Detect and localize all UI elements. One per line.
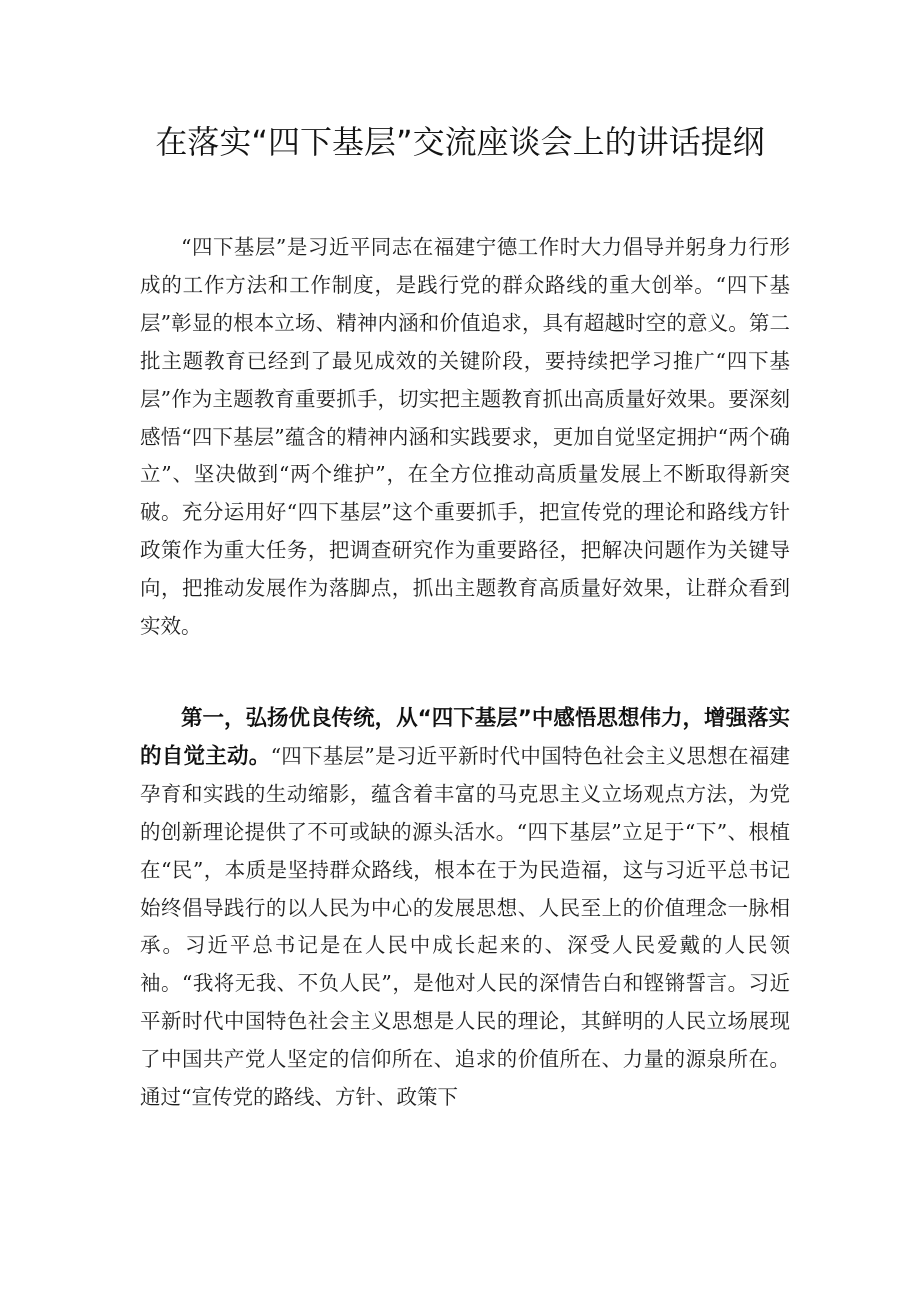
paragraph-first-point	[140, 700, 790, 1117]
paragraph-first-point-text: “四下基层”是习近平新时代中国特色社会主义思想在福建孕育和实践的生动缩影，蕴含着丰富的马克思主义立场观点方法，为党的创新理论提供了不可或缺的源头活水。“四下基层”立足于“下”、根植在“民”，本质是坚持群众路线，根本在于为民造福，这与习近平总书记始终倡导践行的以人民为中心的发展思想、人民至上的价值理念一脉相承。习近平总书记是在人民中成长起来的、深受人民爱戴的人民领袖。“我将无我、不负人民”，是他对人民的深情告白和铿锵誓言。习近平新时代中国特色社会主义思想是人民的理论，其鲜明的人民立场展现了中国共产党人坚定的信仰所在、追求的价值所在、力量的源泉所在。通过“宣传党的路线、方针、政策下	[140, 743, 790, 1110]
paragraph-intro-text: “四下基层”是习近平同志在福建宁德工作时大力倡导并躬身力行形成的工作方法和工作制度，是践行党的群众路线的重大创举。“四下基层”彰显的根本立场、精神内涵和价值追求，具有超越时空的意义。第二批主题教育已经到了最见成效的关键阶段，要持续把学习推广“四下基层”作为主题教育重要抓手，切实把主题教育抓出高质量好效果。要深刻感悟“四下基层”蕴含的精神内涵和实践要求，更加自觉坚定拥护“两个确立”、坚决做到“两个维护”，在全方位推动高质量发展上不断取得新突破。充分运用好“四下基层”这个重要抓手，把宣传党的理论和路线方针政策作为重大任务，把调查研究作为重要路径，把解决问题作为关键导向，把推动发展作为落脚点，抓出主题教育高质量好效果，让群众看到实效。	[140, 235, 790, 639]
paragraph-first-point-heading: 第一，弘扬优良传统，从“四下基层”中感悟思想伟力，增强落实的自觉主动。	[140, 706, 790, 769]
paragraph-intro	[140, 229, 790, 646]
document-title: 在落实“四下基层”交流座谈会上的讲话提纲	[155, 123, 765, 161]
